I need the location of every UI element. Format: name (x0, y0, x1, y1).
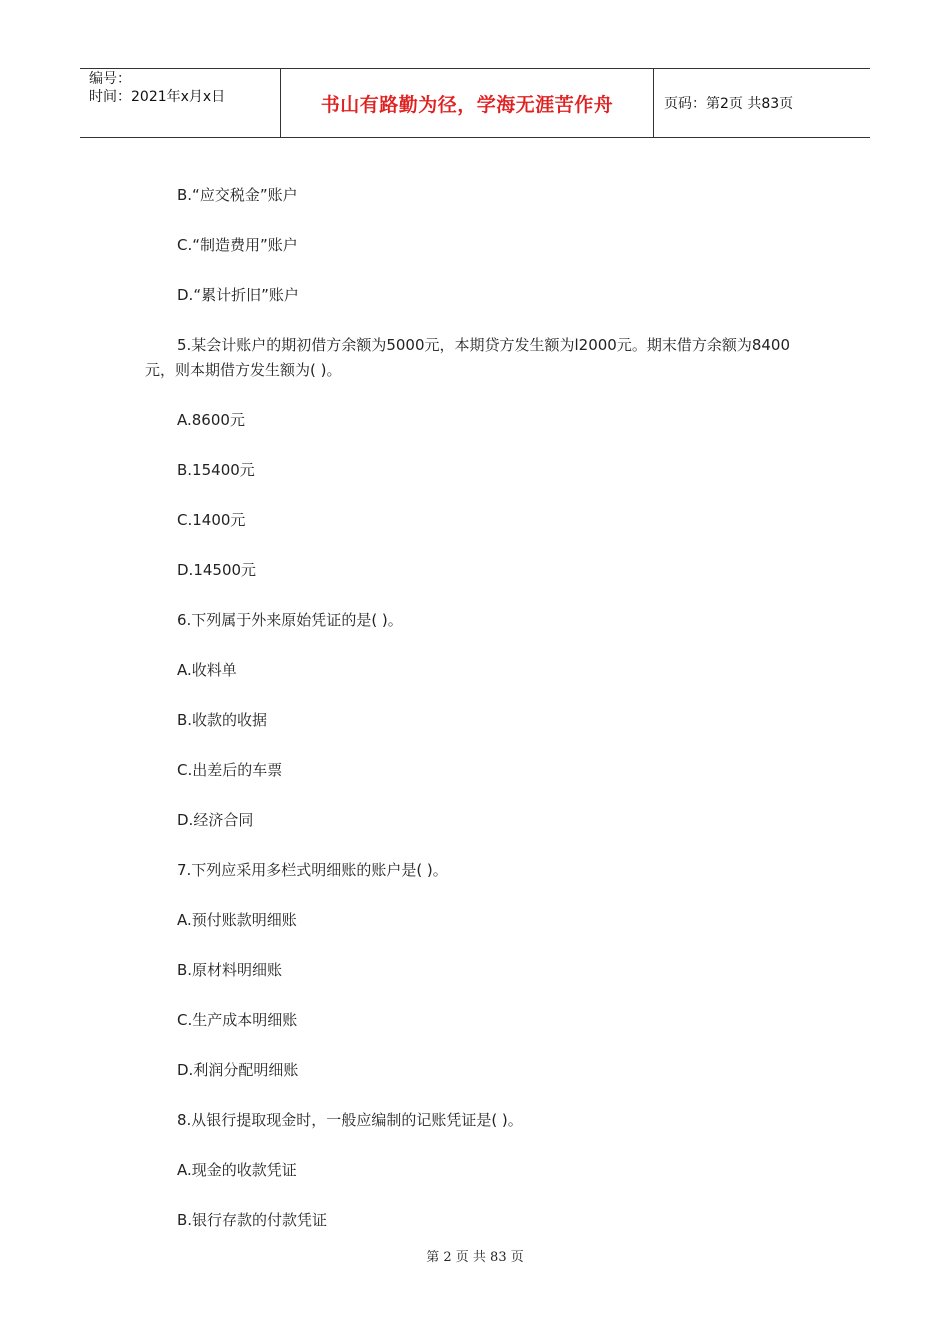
header-meta (80, 69, 281, 137)
option-line: A.8600元 (177, 411, 245, 429)
question-5: 5.某会计账户的期初借方余额为5000元，本期贷方发生额为l2000元。期末借方余额为8400元，则本期借方发生额为( )。 (145, 336, 791, 379)
option-line: A.收料单 (177, 661, 237, 679)
document-date: 时间：2021年x月x日 (89, 89, 226, 105)
option-line: C.“制造费用”账户 (177, 236, 298, 254)
document-body (145, 183, 810, 1258)
page-header (80, 68, 870, 138)
option-line: B.银行存款的付款凭证 (177, 1211, 328, 1229)
option-line: D.14500元 (177, 561, 257, 579)
option-line: B.收款的收据 (177, 711, 268, 729)
option-line: D.“累计折旧”账户 (177, 286, 299, 304)
header-motto: 书山有路勤为径，学海无涯苦作舟 (281, 69, 654, 137)
option-line: B.原材料明细账 (177, 961, 283, 979)
option-line: D.经济合同 (177, 811, 254, 829)
header-page-info: 页码：第2页 共83页 (664, 96, 794, 112)
document-number-label: 编号： (89, 71, 131, 87)
option-line: B.“应交税金”账户 (177, 186, 298, 204)
option-line: B.15400元 (177, 461, 255, 479)
question-8: 8.从银行提取现金时，一般应编制的记账凭证是( )。 (177, 1111, 523, 1129)
option-line: C.1400元 (177, 511, 246, 529)
option-line: A.预付账款明细账 (177, 911, 297, 929)
option-line: D.利润分配明细账 (177, 1061, 299, 1079)
option-line: C.出差后的车票 (177, 761, 283, 779)
option-line: A.现金的收款凭证 (177, 1161, 297, 1179)
page-footer: 第 2 页 共 83 页 (426, 1250, 524, 1265)
question-6: 6.下列属于外来原始凭证的是( )。 (177, 611, 403, 629)
question-7: 7.下列应采用多栏式明细账的账户是( )。 (177, 861, 448, 879)
option-line: C.生产成本明细账 (177, 1011, 298, 1029)
